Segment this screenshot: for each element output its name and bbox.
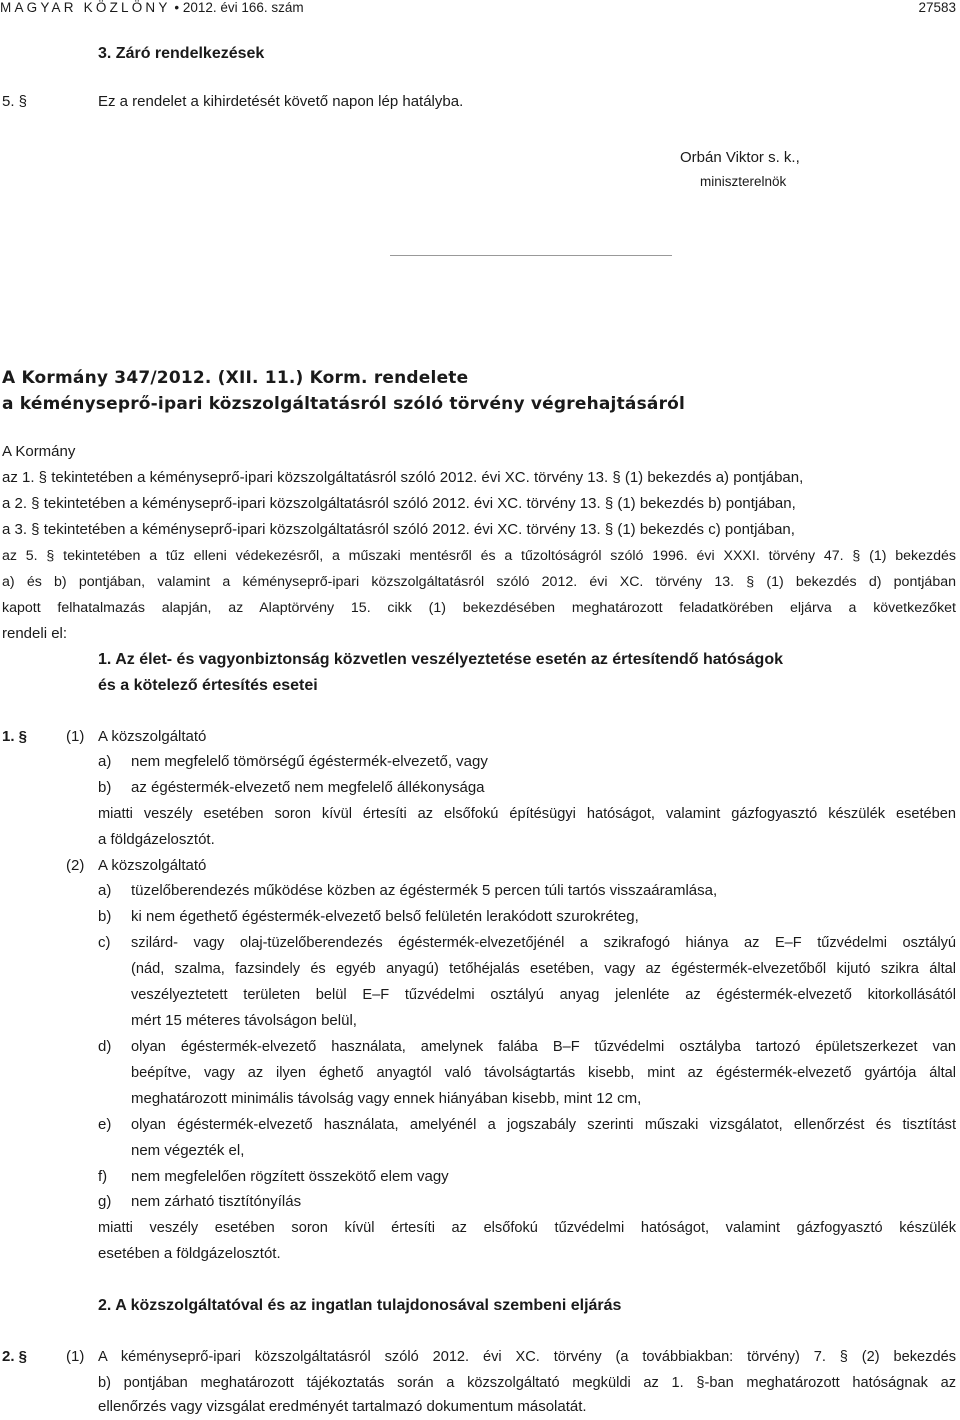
preamble-line: kapott felhatalmazás alapján, az Alaptörvény 15. cikk (1) bekezdésében meghatározott feladatkörében eljárva a következőket [2, 600, 956, 616]
chapter-1-title-cont: és a kötelező értesítés esetei [98, 677, 318, 694]
item-text: (nád, szalma, fazsindely és egyéb anyagú) tetőhéjalás esetében, vagy az égéstermék-elvezetőből kijutó szikra által [131, 961, 956, 977]
issue-info: 2012. évi 166. szám [182, 0, 304, 15]
signer-name: Orbán Viktor s. k., [680, 149, 800, 166]
paragraph-5-text: Ez a rendelet a kihirdetését követő napon lép hatályba. [98, 93, 464, 110]
preamble-line: a 3. § tekintetében a kéményseprő-ipari közszolgáltatásról szóló 2012. évi XC. törvény 13. § (1) bekezdés c) pontjában, [2, 521, 795, 538]
item-key: d) [98, 1038, 112, 1055]
item-text: nem megfelelően rögzített összekötő elem vagy [131, 1168, 449, 1185]
subsection-label: (2) [66, 857, 85, 874]
header-bullet: • [174, 0, 180, 15]
signer-title: miniszterelnök [700, 174, 787, 189]
paragraph-1-number: 1. § [2, 728, 28, 745]
closing-text-cont: esetében a földgázelosztót. [98, 1245, 281, 1262]
item-text: mért 15 méteres távolságon belül, [131, 1012, 357, 1029]
item-key: b) [98, 908, 112, 925]
item-key: a) [98, 882, 112, 899]
chapter-2-title: 2. A közszolgáltatóval és az ingatlan tulajdonosával szembeni eljárás [98, 1297, 622, 1314]
section-title: 3. Záró rendelkezések [98, 45, 265, 62]
preamble-line: az 1. § tekintetében a kéményseprő-ipari közszolgáltatásról szóló 2012. évi XC. törvény 13. § (1) bekezdés a) pontjában, [2, 469, 804, 486]
preamble-line: az 5. § tekintetében a tűz elleni védekezésről, a műszaki mentésről és a tűzoltóságról szóló 1996. évi XXXI. törvény 47. § (1) bekezdés [2, 548, 956, 564]
preamble-line: rendeli el: [2, 625, 68, 642]
closing-text: miatti veszély esetében soron kívül értesíti az elsőfokú tűzvédelmi hatóságot, valamint gázfogyasztó készülék [98, 1220, 956, 1236]
journal-name: MAGYAR KÖZLÖNY [0, 0, 171, 15]
preamble-line: a 2. § tekintetében a kéményseprő-ipari közszolgáltatásról szóló 2012. évi XC. törvény 13. § (1) bekezdés b) pontjában, [2, 495, 796, 512]
item-key: f) [98, 1168, 108, 1185]
item-text: beépítve, vagy az ilyen éghető anyagtól való távolságtartás kisebb, mint az égéstermék-elvezető gyártója által [131, 1065, 956, 1081]
item-text: nem végezték el, [131, 1142, 245, 1159]
decree-subject: A Kormány [2, 443, 76, 460]
subsection-intro: A közszolgáltató [98, 728, 207, 745]
closing-text: miatti veszély esetében soron kívül értesíti az elsőfokú építésügyi hatóságot, valamint gázfogyasztó készülék esetében [98, 806, 956, 822]
paragraph-2-number: 2. § [2, 1348, 28, 1365]
item-text: olyan égéstermék-elvezető használata, amelynek falába B–F tűzvédelmi osztályba tartozó épületszerkezet van [131, 1039, 956, 1055]
item-text: tüzelőberendezés működése közben az égéstermék 5 percen túli tartós visszaáramlása, [131, 882, 718, 899]
decree-title: A Kormány 347/2012. (XII. 11.) Korm. rendelete [2, 368, 469, 388]
subsection-label: (1) [66, 728, 85, 745]
paragraph-2-text: ellenőrzés vagy vizsgálat eredményét tartalmazó dokumentum másolatát. [98, 1398, 587, 1415]
paragraph-5-number: 5. § [2, 93, 28, 110]
item-text: az égéstermék-elvezető nem megfelelő állékonysága [131, 779, 485, 796]
item-text: nem zárható tisztítónyílás [131, 1193, 302, 1210]
chapter-1-title: 1. Az élet- és vagyonbiztonság közvetlen veszélyeztetése esetén az értesítendő hatóságok [98, 651, 783, 668]
item-key: a) [98, 753, 112, 770]
item-key: e) [98, 1116, 112, 1133]
decree-subtitle: a kéményseprő-ipari közszolgáltatásról szóló törvény végrehajtásáról [2, 394, 686, 414]
closing-text-cont: a földgázelosztót. [98, 831, 215, 848]
paragraph-2-text: A kéményseprő-ipari közszolgáltatásról szóló 2012. évi XC. törvény (a továbbiakban: törvény) 7. § (2) bekezdés [98, 1349, 956, 1365]
item-text: ki nem égethető égéstermék-elvezető belső felületén lerakódott szurokréteg, [131, 908, 639, 925]
page-header [0, 0, 958, 16]
item-key: c) [98, 934, 111, 951]
item-text: meghatározott minimális távolság vagy ennek hiányában kisebb, mint 12 cm, [131, 1090, 642, 1107]
item-text: nem megfelelő tömörségű égéstermék-elvezető, vagy [131, 753, 488, 770]
page-number: 27583 [918, 0, 956, 15]
preamble-line: a) és b) pontjában, valamint a kéményseprő-ipari közszolgáltatásról szóló 2012. évi XC. törvény 13. § (1) bekezdés d) pontjában [2, 574, 956, 590]
paragraph-2-text: b) pontjában meghatározott tájékoztatás során a közszolgáltató megküldi az 1. §-ban meghatározott hatóságnak az [98, 1375, 956, 1391]
separator-line [390, 255, 672, 256]
item-text: olyan égéstermék-elvezető használata, amelyénél a jogszabály szerinti műszaki vizsgálatot, ellenőrzést és tisztítást [131, 1117, 956, 1133]
item-key: b) [98, 779, 112, 796]
item-text: szilárd- vagy olaj-tüzelőberendezés égéstermék-elvezetőjénél a szikrafogó hiánya az E–F tűzvédelmi osztályú [131, 935, 956, 951]
subsection-label: (1) [66, 1348, 85, 1365]
item-text: veszélyeztetett területen belül E–F tűzvédelmi osztályú anyag jelenléte az égéstermék-elvezető kitorkollásától [131, 987, 956, 1003]
item-key: g) [98, 1193, 112, 1210]
subsection-intro: A közszolgáltató [98, 857, 207, 874]
